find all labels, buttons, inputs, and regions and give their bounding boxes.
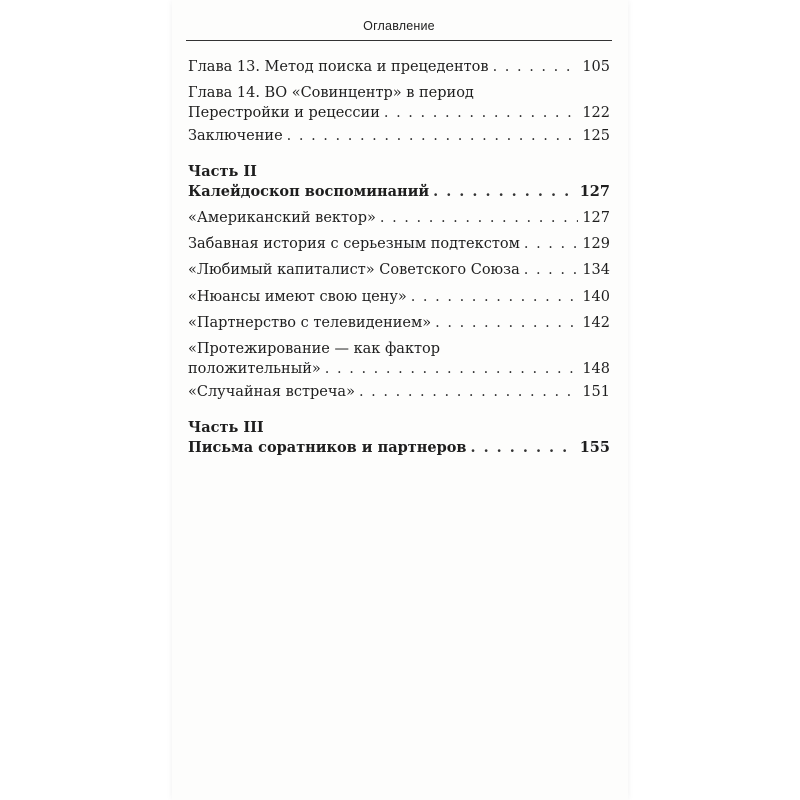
toc-entry[interactable] [188, 313, 610, 333]
dot-leader [325, 359, 579, 379]
dot-leader [435, 313, 578, 333]
dot-leader [524, 234, 578, 254]
toc-entry-title-line1: «Протежирование — как фактор [188, 341, 441, 357]
dot-leader [493, 57, 579, 77]
toc-page-number: 151 [582, 384, 610, 400]
toc-part-2[interactable] [188, 162, 610, 202]
toc-page-number: 105 [582, 59, 610, 75]
part-title: Письма соратников и партнеров [188, 439, 467, 456]
dot-leader [287, 126, 579, 146]
toc-page-number: 142 [582, 315, 610, 331]
toc-entry[interactable] [188, 208, 610, 228]
toc-entry-title: «Партнерство с телевидением» [188, 315, 432, 331]
toc-page-number: 127 [579, 183, 610, 200]
toc-entry-conclusion[interactable] [188, 126, 610, 146]
toc-entry-title: Перестройки и рецессии [188, 105, 380, 121]
toc-entry-title: Забавная история с серьезным подтекстом [188, 236, 520, 252]
toc-entry-chapter-14[interactable] [188, 83, 610, 123]
toc-page-number: 148 [582, 361, 610, 377]
toc-entry-title: «Случайная встреча» [188, 384, 355, 400]
running-head: Оглавление [363, 19, 435, 33]
dot-leader [524, 260, 579, 280]
toc-entry[interactable] [188, 234, 610, 254]
header-rule [186, 40, 612, 41]
toc-entry[interactable] [188, 287, 610, 307]
toc-entry-title-line1: Глава 14. ВО «Совинцентр» в период [188, 85, 474, 101]
toc-page-number: 140 [582, 289, 610, 305]
dot-leader [380, 208, 578, 228]
part-label: Часть II [188, 163, 257, 180]
toc-entry-title: «Любимый капиталист» Советского Союза [188, 262, 520, 278]
dot-leader [470, 438, 575, 458]
toc-page-number: 134 [582, 262, 610, 278]
toc-entry-title: «Нюансы имеют свою цену» [188, 289, 407, 305]
toc-part-3[interactable] [188, 418, 610, 458]
toc-entry[interactable] [188, 339, 610, 379]
toc-entry[interactable] [188, 260, 610, 280]
toc-entry[interactable] [188, 382, 610, 402]
toc-entry-title: «Американский вектор» [188, 210, 376, 226]
toc-page-number: 122 [582, 105, 610, 121]
part-title: Калейдоскоп воспоминаний [188, 183, 430, 200]
dot-leader [384, 103, 578, 123]
toc-page-number: 129 [582, 236, 610, 252]
dot-leader [359, 382, 578, 402]
toc-page-number: 125 [582, 128, 610, 144]
dot-leader [433, 182, 576, 202]
toc-entry-chapter-13[interactable] [188, 57, 610, 77]
toc-page-number: 155 [579, 439, 610, 456]
toc-page-number: 127 [582, 210, 610, 226]
toc-entry-title: положительный» [188, 361, 321, 377]
part-label: Часть III [188, 419, 264, 436]
toc-entry-title: Заключение [188, 128, 283, 144]
toc-entry-title: Глава 13. Метод поиска и прецедентов [188, 59, 489, 75]
dot-leader [411, 287, 579, 307]
